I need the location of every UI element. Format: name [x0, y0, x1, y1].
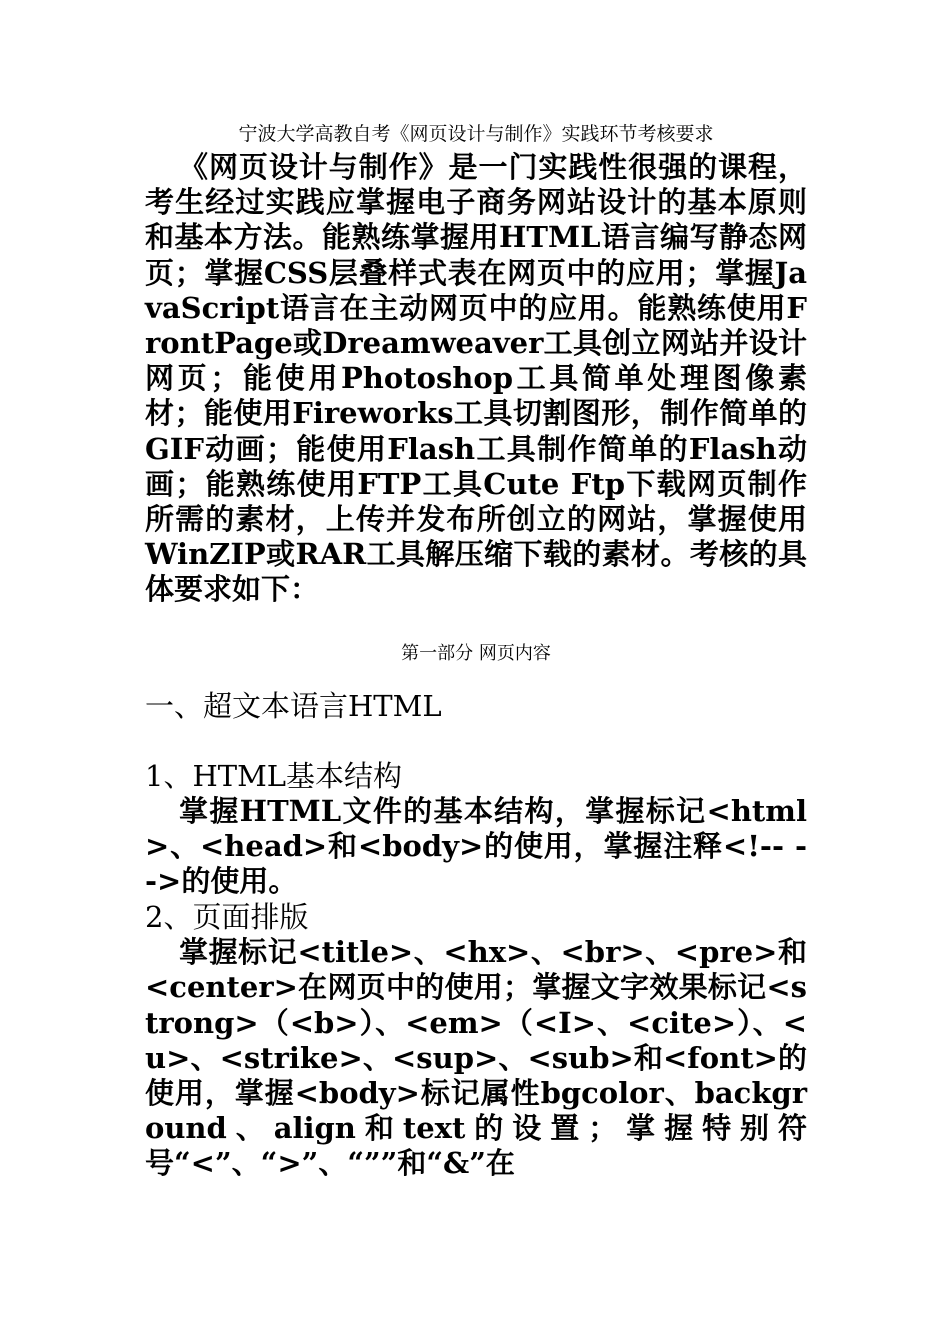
section-body-2: 掌握标记<title>、<hx>、<br>、<pre>和<center>在网页中的使用；掌握文字效果标记<strong>（<b>）、<em>（<I>、<cite>）、<u>、<strike>、<sup>、<sub>和<font>的使用，掌握<body>标记属性bgcolor、background、align和text的设置；掌握特别符号“<”、“>”、“””和“&”在	[145, 935, 807, 1181]
chapter-title: 一、超文本语言HTML	[145, 688, 442, 723]
document-content	[145, 118, 807, 1182]
section-body-1: 掌握HTML文件的基本结构，掌握标记<html>、<head>和<body>的使用，掌握注释<!-- -->的使用。	[145, 793, 807, 899]
part-title: 第一部分 网页内容	[401, 642, 551, 664]
section-heading-2: 2、页面排版	[145, 900, 309, 935]
document-title: 宁波大学高教自考《网页设计与制作》实践环节考核要求	[238, 123, 714, 145]
section-heading-1: 1、HTML基本结构	[145, 758, 403, 793]
intro-paragraph: 《网页设计与制作》是一门实践性很强的课程，考生经过实践应掌握电子商务网站设计的基本原则和基本方法。能熟练掌握用HTML语言编写静态网页；掌握CSS层叠样式表在网页中的应用；掌握JavaScript语言在主动网页中的应用。能熟练使用FrontPage或Dreamweaver工具创立网站并设计网页；能使用Photoshop工具简单处理图像素材；能使用Fireworks工具切割图形，制作简单的GIF动画；能使用Flash工具制作简单的Flash动画；能熟练使用FTP工具Cute Ftp下载网页制作所需的素材，上传并发布所创立的网站，掌握使用WinZIP或RAR工具解压缩下载的素材。考核的具体要求如下：	[145, 150, 807, 607]
